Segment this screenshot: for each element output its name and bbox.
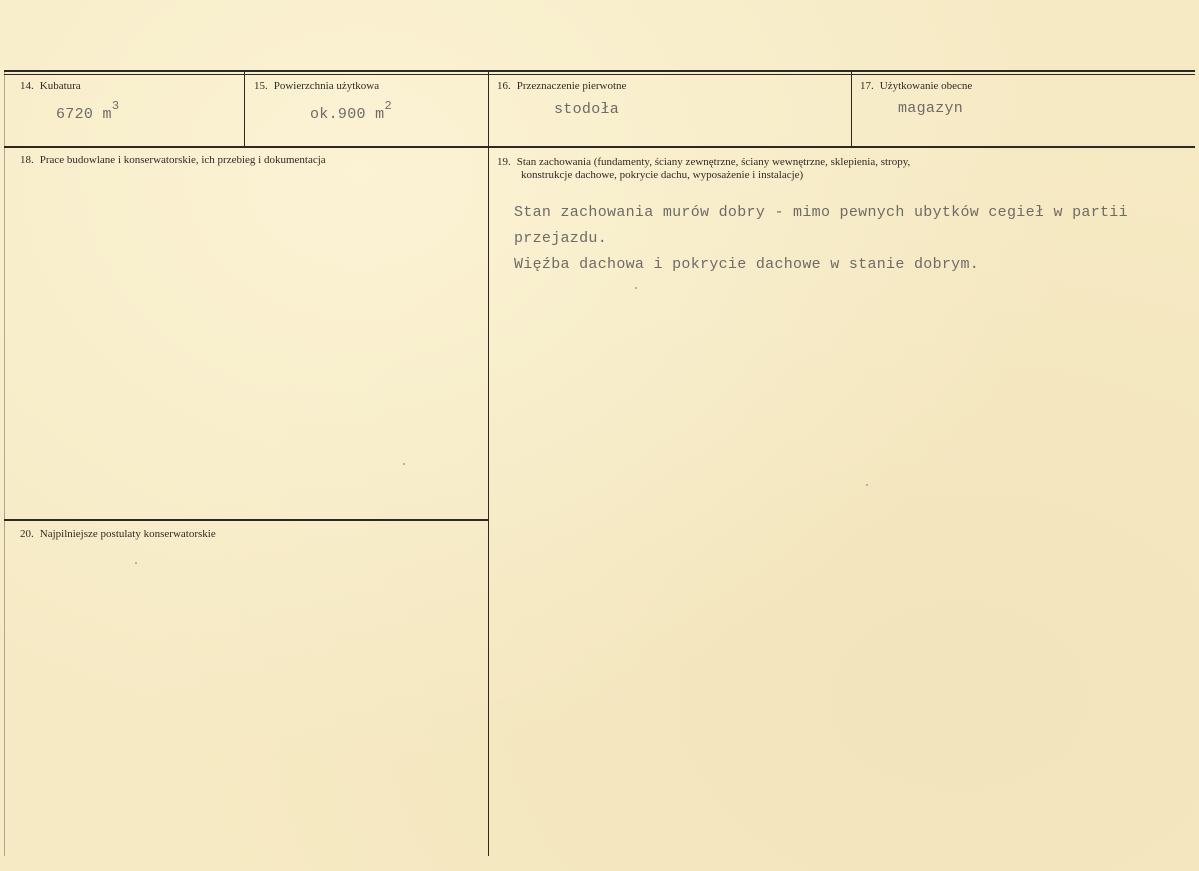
main-divider (488, 148, 489, 856)
field-19-title-line1: Stan zachowania (fundamenty, ściany zewnętrzne, ściany wewnętrzne, sklepienia, stropy, (516, 156, 911, 168)
field-19-number: 19. (497, 156, 511, 168)
field-15-number: 15. (254, 80, 268, 92)
field-14-label (20, 80, 81, 93)
field-16-title: Przeznaczenie pierwotne (516, 80, 627, 92)
left-border (4, 72, 5, 856)
field-19-value (514, 200, 1184, 278)
field-15-label (254, 80, 379, 93)
field-18-number: 18. (20, 154, 34, 166)
field-19-value-line1: Stan zachowania murów dobry - mimo pewnych ubytków cegieł w partii (514, 204, 1128, 221)
paper-speck (866, 484, 868, 486)
paper-speck (135, 562, 137, 564)
top-rule (4, 70, 1195, 72)
field-17-label (860, 80, 972, 93)
field-19-label-line2: konstrukcje dachowe, pokrycie dachu, wyposażenie i instalacje) (521, 169, 804, 181)
field-15-title: Powierzchnia użytkowa (273, 80, 380, 92)
field-14-unit-exponent: 3 (111, 99, 120, 113)
field-16-label (497, 80, 626, 93)
field-14-value (56, 99, 120, 123)
field-15-unit: m (375, 106, 385, 123)
field-20-number: 20. (20, 528, 34, 540)
field-14-title: Kubatura (39, 80, 81, 92)
divider-15-16 (488, 72, 489, 146)
field-17-value: magazyn (898, 100, 964, 117)
field-14-unit: m (102, 106, 112, 123)
field-16-value: stodoła (554, 101, 620, 118)
field-17-title: Użytkowanie obecne (879, 80, 973, 92)
divider-16-17 (851, 72, 852, 146)
field-19-value-line3: Więźba dachowa i pokrycie dachowe w stanie dobrym. (514, 256, 980, 273)
field-18-label (20, 154, 326, 167)
field-15-value (310, 99, 392, 123)
field-14-value-text: 6720 (56, 106, 94, 123)
paper-speck (635, 287, 637, 289)
top-rule-thin (4, 74, 1195, 75)
field-17-number: 17. (860, 80, 874, 92)
field-16-number: 16. (497, 80, 511, 92)
field-19-label (497, 156, 910, 169)
field-14-number: 14. (20, 80, 34, 92)
field20-top-rule (4, 519, 488, 521)
paper-speck (403, 463, 405, 465)
field-20-title: Najpilniejsze postulaty konserwatorskie (39, 528, 216, 540)
row1-bottom-rule (4, 146, 1195, 148)
field-18-title: Prace budowlane i konserwatorskie, ich przebieg i dokumentacja (39, 154, 326, 166)
field-20-label (20, 528, 216, 541)
field-15-value-text: ok.900 (310, 106, 366, 123)
divider-14-15 (244, 72, 245, 146)
field-19-value-line2: przejazdu. (514, 230, 608, 247)
field-15-unit-exponent: 2 (384, 99, 392, 113)
